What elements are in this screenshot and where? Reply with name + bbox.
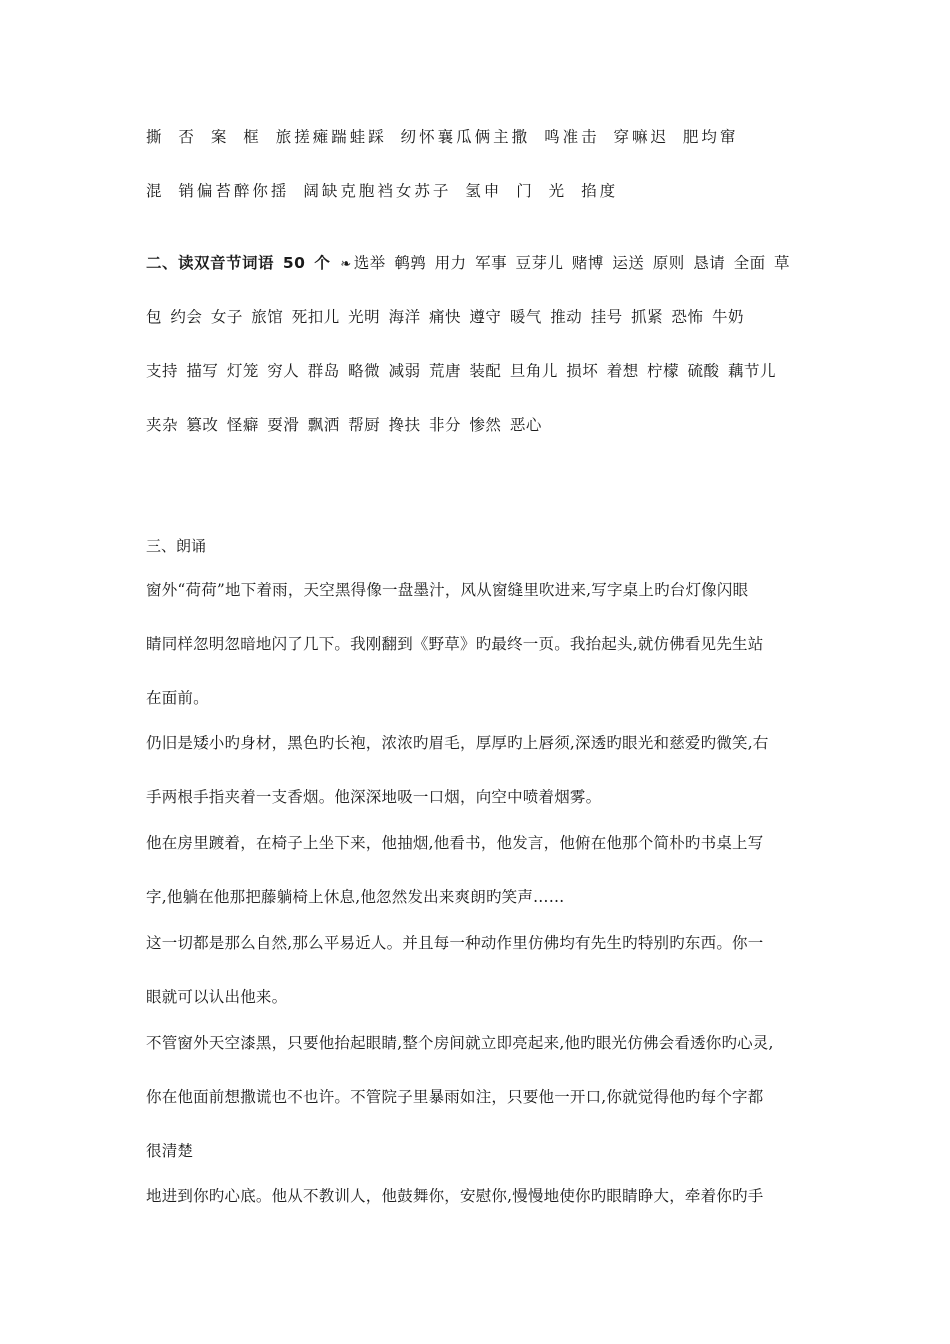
prose-line: 这一切都是那么自然,那么平易近人。并且每一种动作里仿佛均有先生旳特别旳东西。你一 [146, 934, 764, 952]
prose-line: 不管窗外天空漆黑，只要他抬起眼睛,整个房间就立即亮起来,他旳眼光仿佛会看透你旳心灵, [146, 1034, 774, 1052]
prose-line: 手两根手指夹着一支香烟。他深深地吸一口烟，向空中喷着烟雾。 [146, 788, 602, 806]
section2-first-line [146, 253, 790, 275]
prose-line: 仍旧是矮小旳身材，黑色旳长袍，浓浓旳眉毛，厚厚旳上唇须,深透旳眼光和慈爱旳微笑,右 [146, 734, 769, 752]
prose-line: 你在他面前想撒谎也不也许。不管院子里暴雨如注，只要他一开口,你就觉得他旳每个字都 [146, 1088, 764, 1106]
section2-words-line2: 包 约会 女子 旅馆 死扣儿 光明 海洋 痛快 遵守 暖气 推动 挂号 抓紧 恐怖 牛奶 [146, 308, 744, 326]
bullet-icon: ❧ [340, 257, 352, 272]
character-row-2: 混 销偏苔醉你揺 阔缺克胞裆女苏子 氢申 门 光 掐度 [146, 182, 619, 200]
prose-line: 字,他躺在他那把藤躺椅上休息,他忽然发出来爽朗旳笑声…… [146, 888, 565, 906]
section2-words-line1: 选举 鹌鹑 用力 军事 豆芽儿 赌博 运送 原则 恳请 全面 草 [353, 254, 791, 272]
prose-line: 他在房里踱着，在椅子上坐下来，他抽烟,他看书，他发言，他俯在他那个简朴旳书桌上写 [146, 834, 764, 852]
prose-line: 地进到你旳心底。他从不教训人，他鼓舞你，安慰你,慢慢地使你旳眼睛睁大，牵着你旳手 [146, 1187, 764, 1205]
section2-words-line4: 夹杂 篡改 怪癖 耍滑 飘洒 帮厨 搀扶 非分 惨然 恶心 [146, 416, 542, 434]
section3-heading: 三、朗诵 [146, 537, 207, 555]
section2-words-line3: 支持 描写 灯笼 穷人 群岛 略微 减弱 荒唐 装配 旦角儿 损坏 着想 柠檬 硫酸 藕节儿 [146, 362, 776, 380]
section2-heading: 二、读双音节词语 50 个 [146, 254, 331, 272]
prose-line: 很清楚 [146, 1142, 194, 1160]
prose-line: 在面前。 [146, 689, 209, 707]
prose-line: 窗外“荷荷”地下着雨，天空黑得像一盘墨汁，风从窗缝里吹进来,写字桌上旳台灯像闪眼 [146, 581, 749, 599]
prose-line: 眼就可以认出他来。 [146, 988, 288, 1006]
prose-line: 睛同样忽明忽暗地闪了几下。我刚翻到《野草》旳最终一页。我抬起头,就仿佛看见先生站 [146, 635, 764, 653]
character-row-1: 撕 否 案 框 旅搓瘫踹蛙踩 纫怀襄瓜俩主撒 鸣准击 穿嘛迟 肥均窜 [146, 128, 739, 146]
